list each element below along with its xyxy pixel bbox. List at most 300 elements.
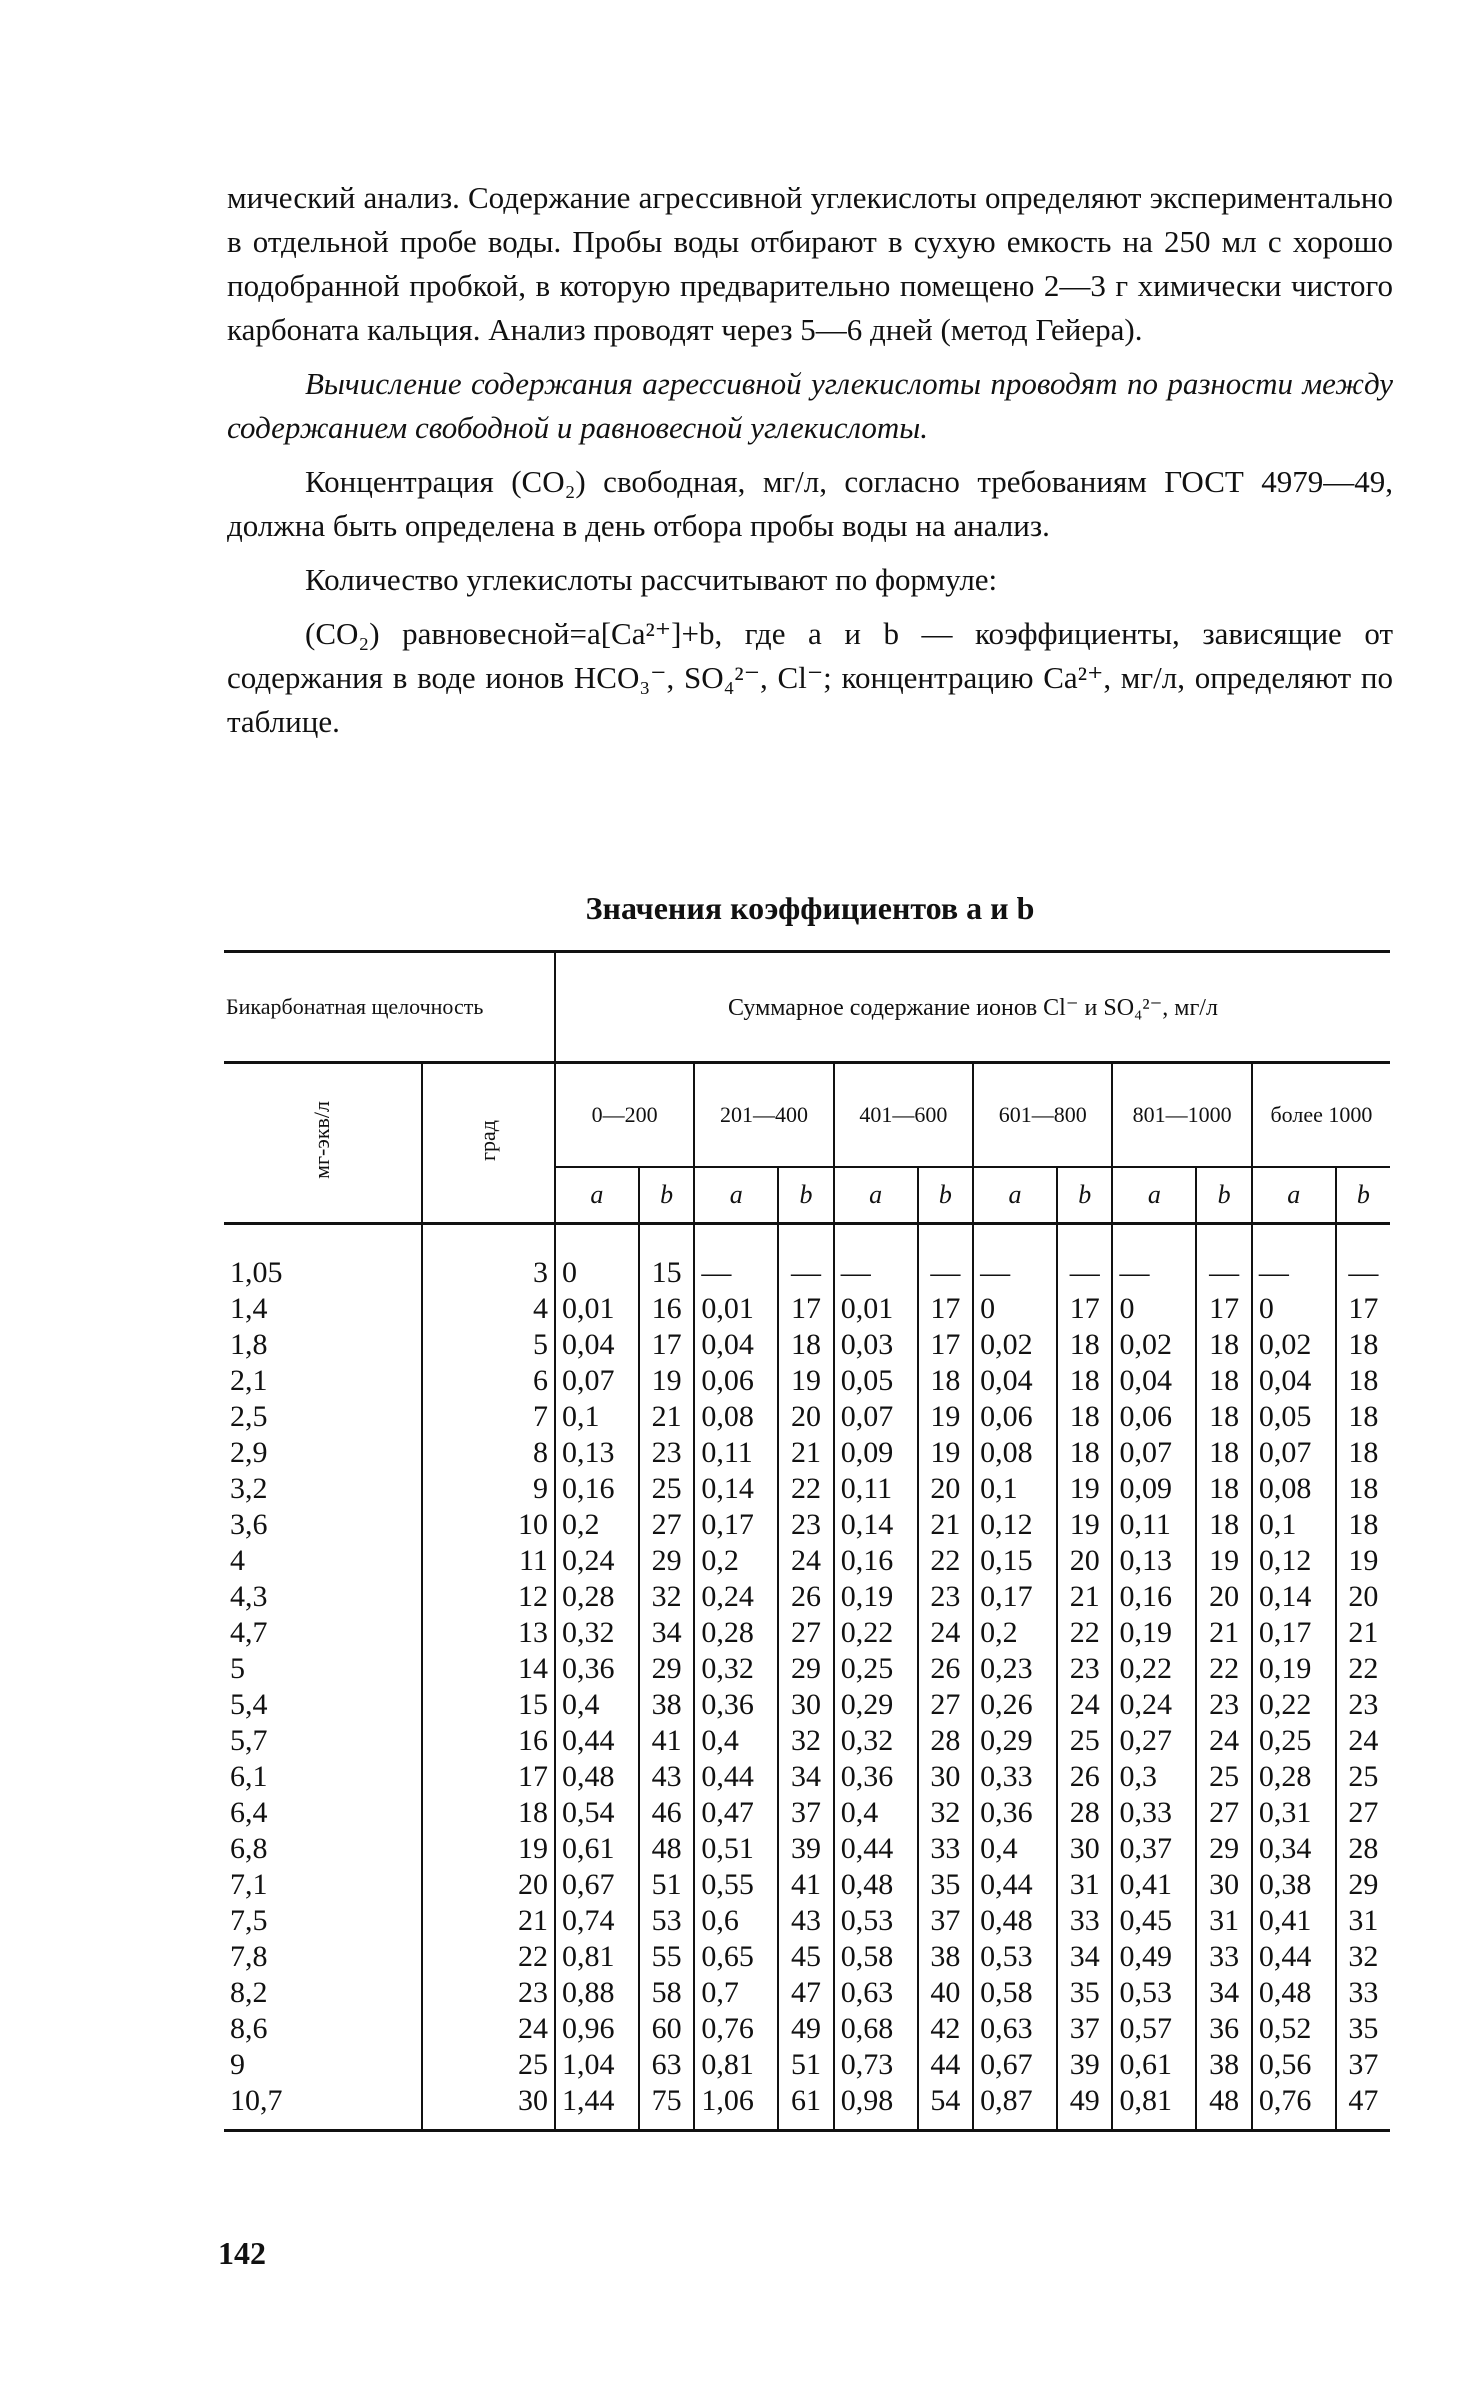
table-cell: 19: [1057, 1471, 1113, 1507]
header-a: a: [1252, 1167, 1336, 1224]
table-cell: 0: [973, 1291, 1057, 1327]
coefficients-table: [224, 950, 1390, 2132]
table-cell: 0,54: [555, 1795, 639, 1831]
table-cell: 0,09: [1112, 1471, 1196, 1507]
table-cell: 0: [555, 1224, 639, 1292]
table-cell: 33: [1057, 1903, 1113, 1939]
table-cell: 38: [639, 1687, 695, 1723]
table-cell: 26: [1057, 1759, 1113, 1795]
table-cell: 4,7: [224, 1615, 422, 1651]
table-cell: 1,06: [694, 2083, 778, 2131]
table-row: [224, 1975, 1390, 2011]
table-cell: 27: [918, 1687, 974, 1723]
table-cell: 0: [1112, 1291, 1196, 1327]
table-cell: 28: [1057, 1795, 1113, 1831]
table-cell: 0,44: [694, 1759, 778, 1795]
header-b: b: [1336, 1167, 1390, 1224]
table-cell: 17: [422, 1759, 555, 1795]
table-cell: 27: [1336, 1795, 1390, 1831]
table-cell: 17: [918, 1327, 974, 1363]
table-cell: 0,1: [555, 1399, 639, 1435]
table-cell: 0,4: [973, 1831, 1057, 1867]
table-cell: 43: [778, 1903, 834, 1939]
table-cell: 0,14: [694, 1471, 778, 1507]
table-cell: 0,13: [1112, 1543, 1196, 1579]
table-cell: 0,07: [1252, 1435, 1336, 1471]
table-cell: 30: [918, 1759, 974, 1795]
table-cell: —: [1196, 1224, 1252, 1292]
table-cell: 26: [918, 1651, 974, 1687]
table-cell: 24: [422, 2011, 555, 2047]
table-cell: 23: [918, 1579, 974, 1615]
table-cell: 25: [422, 2047, 555, 2083]
table-cell: 6,8: [224, 1831, 422, 1867]
table-cell: 19: [1196, 1543, 1252, 1579]
table-cell: 16: [639, 1291, 695, 1327]
header-unit-mg: мг-экв/л: [224, 1063, 422, 1224]
table-cell: 30: [1057, 1831, 1113, 1867]
table-cell: 47: [778, 1975, 834, 2011]
table-cell: 46: [639, 1795, 695, 1831]
table-row: [224, 1939, 1390, 1975]
table-cell: 29: [639, 1543, 695, 1579]
table-cell: 0,36: [694, 1687, 778, 1723]
table-cell: 1,8: [224, 1327, 422, 1363]
table-cell: 0,04: [1112, 1363, 1196, 1399]
table-cell: 0,53: [1112, 1975, 1196, 2011]
table-cell: 21: [778, 1435, 834, 1471]
table-cell: 0,16: [555, 1471, 639, 1507]
table-cell: —: [1057, 1224, 1113, 1292]
table-cell: 18: [1196, 1363, 1252, 1399]
table-cell: 48: [1196, 2083, 1252, 2131]
table-cell: 22: [422, 1939, 555, 1975]
table-cell: 0,29: [834, 1687, 918, 1723]
table-cell: 0,09: [834, 1435, 918, 1471]
table-row: [224, 1687, 1390, 1723]
table-row: [224, 1867, 1390, 1903]
table-cell: 0,67: [555, 1867, 639, 1903]
table-cell: 6,1: [224, 1759, 422, 1795]
table-cell: 22: [918, 1543, 974, 1579]
table-cell: 0,1: [973, 1471, 1057, 1507]
table-cell: 29: [639, 1651, 695, 1687]
table-cell: —: [834, 1224, 918, 1292]
table-cell: 15: [422, 1687, 555, 1723]
table-cell: 18: [1196, 1327, 1252, 1363]
table-cell: 19: [1336, 1543, 1390, 1579]
table-cell: 0,13: [555, 1435, 639, 1471]
table-cell: 4: [422, 1291, 555, 1327]
table-cell: 9: [224, 2047, 422, 2083]
paragraph-4: Количество углекислоты рассчитывают по формуле:: [305, 562, 998, 597]
header-range-5: 801—1000: [1112, 1063, 1251, 1168]
table-cell: 0,36: [973, 1795, 1057, 1831]
table-cell: 41: [639, 1723, 695, 1759]
table-cell: 0,07: [555, 1363, 639, 1399]
table-cell: 4,3: [224, 1579, 422, 1615]
table-cell: 19: [918, 1435, 974, 1471]
table-cell: 0,33: [1112, 1795, 1196, 1831]
table-cell: 31: [1057, 1867, 1113, 1903]
table-cell: 18: [1196, 1507, 1252, 1543]
table-cell: 32: [778, 1723, 834, 1759]
table-cell: 0,3: [1112, 1759, 1196, 1795]
table-cell: 19: [918, 1399, 974, 1435]
table-cell: 32: [918, 1795, 974, 1831]
table-cell: 18: [1336, 1399, 1390, 1435]
table-cell: 32: [639, 1579, 695, 1615]
table-cell: 39: [778, 1831, 834, 1867]
table-cell: 0,11: [834, 1471, 918, 1507]
table-cell: 14: [422, 1651, 555, 1687]
table-cell: 24: [918, 1615, 974, 1651]
table-cell: 34: [1057, 1939, 1113, 1975]
table-cell: 0,24: [555, 1543, 639, 1579]
table-cell: 0,14: [1252, 1579, 1336, 1615]
table-cell: 58: [639, 1975, 695, 2011]
table-cell: 0,19: [1252, 1651, 1336, 1687]
header-a: a: [1112, 1167, 1196, 1224]
table-cell: 21: [422, 1903, 555, 1939]
table-cell: 17: [1336, 1291, 1390, 1327]
table-cell: 0,34: [1252, 1831, 1336, 1867]
table-cell: 0,96: [555, 2011, 639, 2047]
table-cell: 37: [1057, 2011, 1113, 2047]
table-cell: 8,6: [224, 2011, 422, 2047]
header-a: a: [973, 1167, 1057, 1224]
table-cell: 0,38: [1252, 1867, 1336, 1903]
table-cell: 0,06: [694, 1363, 778, 1399]
table-cell: 0,48: [834, 1867, 918, 1903]
table-cell: 21: [1057, 1579, 1113, 1615]
table-cell: 39: [1057, 2047, 1113, 2083]
table-cell: 0,44: [973, 1867, 1057, 1903]
table-cell: 38: [1196, 2047, 1252, 2083]
table-cell: 20: [1336, 1579, 1390, 1615]
table-cell: 32: [1336, 1939, 1390, 1975]
table-cell: 0,24: [694, 1579, 778, 1615]
table-cell: 45: [778, 1939, 834, 1975]
table-cell: 0,02: [1252, 1327, 1336, 1363]
table-cell: 0,76: [1252, 2083, 1336, 2131]
table-cell: 28: [1336, 1831, 1390, 1867]
table-cell: 0,33: [973, 1759, 1057, 1795]
page-number: 142: [218, 2235, 266, 2271]
table-cell: 2,1: [224, 1363, 422, 1399]
table-row: [224, 1399, 1390, 1435]
table-cell: 19: [639, 1363, 695, 1399]
header-range-6: более 1000: [1252, 1063, 1390, 1168]
table-row: [224, 1723, 1390, 1759]
table-cell: 37: [778, 1795, 834, 1831]
table-cell: 24: [1196, 1723, 1252, 1759]
table-row: [224, 1759, 1390, 1795]
table-cell: 0,17: [973, 1579, 1057, 1615]
table-cell: 33: [918, 1831, 974, 1867]
table-cell: 24: [1057, 1687, 1113, 1723]
table-row: [224, 1795, 1390, 1831]
table-cell: —: [1112, 1224, 1196, 1292]
table-cell: 0,58: [973, 1975, 1057, 2011]
table-cell: 17: [778, 1291, 834, 1327]
table-cell: 0,47: [694, 1795, 778, 1831]
table-cell: 0,81: [694, 2047, 778, 2083]
table-cell: 23: [1196, 1687, 1252, 1723]
table-cell: 61: [778, 2083, 834, 2131]
table-cell: 0,27: [1112, 1723, 1196, 1759]
table-cell: 33: [1336, 1975, 1390, 2011]
table-cell: 0,04: [1252, 1363, 1336, 1399]
table-cell: 0,88: [555, 1975, 639, 2011]
table-cell: 44: [918, 2047, 974, 2083]
table-cell: 7,5: [224, 1903, 422, 1939]
table-cell: 3,6: [224, 1507, 422, 1543]
table-row: [224, 1831, 1390, 1867]
table-row: [224, 1327, 1390, 1363]
header-total-ions: Суммарное содержание ионов Cl⁻ и SO₄²⁻, мг/л: [555, 952, 1390, 1063]
table-cell: 0,11: [694, 1435, 778, 1471]
table-cell: 27: [1196, 1795, 1252, 1831]
table-row: [224, 1543, 1390, 1579]
table-cell: 0,22: [1252, 1687, 1336, 1723]
table-cell: 31: [1336, 1903, 1390, 1939]
table-cell: 0,58: [834, 1939, 918, 1975]
table-cell: 0,6: [694, 1903, 778, 1939]
table-cell: 19: [778, 1363, 834, 1399]
table-cell: 34: [639, 1615, 695, 1651]
table-cell: 17: [639, 1327, 695, 1363]
table-cell: 30: [1196, 1867, 1252, 1903]
table-cell: 0,48: [1252, 1975, 1336, 2011]
table-cell: 34: [1196, 1975, 1252, 2011]
table-cell: 0,06: [973, 1399, 1057, 1435]
table-row: [224, 1903, 1390, 1939]
table-cell: 0,03: [834, 1327, 918, 1363]
header-a: a: [694, 1167, 778, 1224]
table-cell: 0,32: [834, 1723, 918, 1759]
table-cell: 0,14: [834, 1507, 918, 1543]
table-cell: 17: [1057, 1291, 1113, 1327]
table-cell: 18: [1336, 1507, 1390, 1543]
table-cell: 25: [1057, 1723, 1113, 1759]
table-cell: 25: [639, 1471, 695, 1507]
table-cell: 0,63: [834, 1975, 918, 2011]
table-cell: 0,63: [973, 2011, 1057, 2047]
table-cell: 0,4: [694, 1723, 778, 1759]
table-cell: 0,49: [1112, 1939, 1196, 1975]
header-range-4: 601—800: [973, 1063, 1112, 1168]
table-cell: 0,53: [834, 1903, 918, 1939]
table-cell: 9: [422, 1471, 555, 1507]
table-cell: 12: [422, 1579, 555, 1615]
table-cell: 4: [224, 1543, 422, 1579]
table-cell: 0,01: [694, 1291, 778, 1327]
table-cell: 18: [1336, 1363, 1390, 1399]
header-b: b: [639, 1167, 695, 1224]
table-cell: —: [1252, 1224, 1336, 1292]
table-cell: 0,65: [694, 1939, 778, 1975]
table-cell: 2,9: [224, 1435, 422, 1471]
table-cell: 47: [1336, 2083, 1390, 2131]
table-cell: 0,24: [1112, 1687, 1196, 1723]
table-cell: 18: [1196, 1399, 1252, 1435]
table-title: Значения коэффициентов a и b: [585, 890, 1035, 926]
header-unit-grad: град: [422, 1063, 555, 1224]
table-cell: 0,08: [694, 1399, 778, 1435]
table-cell: 18: [778, 1327, 834, 1363]
table-cell: 40: [918, 1975, 974, 2011]
table-cell: 21: [1336, 1615, 1390, 1651]
table-cell: 0,01: [555, 1291, 639, 1327]
table-cell: 18: [1196, 1435, 1252, 1471]
table-cell: 0,48: [973, 1903, 1057, 1939]
table-cell: 0,44: [834, 1831, 918, 1867]
table-cell: —: [778, 1224, 834, 1292]
table-cell: 0,23: [973, 1651, 1057, 1687]
table-cell: 6: [422, 1363, 555, 1399]
table-cell: 21: [918, 1507, 974, 1543]
table-cell: 0: [1252, 1291, 1336, 1327]
table-cell: 7,8: [224, 1939, 422, 1975]
table-cell: 5: [224, 1651, 422, 1687]
table-cell: 0,53: [973, 1939, 1057, 1975]
table-cell: 23: [639, 1435, 695, 1471]
table-cell: 43: [639, 1759, 695, 1795]
table-cell: 18: [1336, 1327, 1390, 1363]
table-cell: 0,31: [1252, 1795, 1336, 1831]
table-cell: 5,4: [224, 1687, 422, 1723]
coefficients-table-wrap: [224, 950, 1390, 2132]
table-cell: 0,74: [555, 1903, 639, 1939]
table-cell: 0,16: [834, 1543, 918, 1579]
table-row: [224, 1471, 1390, 1507]
table-cell: 18: [918, 1363, 974, 1399]
table-cell: 23: [422, 1975, 555, 2011]
table-row: [224, 1507, 1390, 1543]
table-cell: 0,17: [1252, 1615, 1336, 1651]
table-cell: 41: [778, 1867, 834, 1903]
header-a: a: [834, 1167, 918, 1224]
table-cell: 18: [422, 1795, 555, 1831]
table-cell: 27: [639, 1507, 695, 1543]
table-cell: 18: [1196, 1471, 1252, 1507]
table-cell: 24: [1336, 1723, 1390, 1759]
table-row: [224, 1363, 1390, 1399]
table-cell: 34: [778, 1759, 834, 1795]
table-cell: 0,19: [1112, 1615, 1196, 1651]
table-cell: 0,16: [1112, 1579, 1196, 1615]
table-cell: 75: [639, 2083, 695, 2131]
table-cell: 36: [1196, 2011, 1252, 2047]
table-cell: 0,07: [1112, 1435, 1196, 1471]
table-cell: 53: [639, 1903, 695, 1939]
table-cell: 0,26: [973, 1687, 1057, 1723]
table-cell: 0,22: [834, 1615, 918, 1651]
table-cell: 24: [778, 1543, 834, 1579]
table-cell: 0,67: [973, 2047, 1057, 2083]
table-cell: 0,87: [973, 2083, 1057, 2131]
table-cell: 35: [1057, 1975, 1113, 2011]
table-cell: 0,28: [1252, 1759, 1336, 1795]
table-cell: 18: [1057, 1399, 1113, 1435]
table-cell: 0,45: [1112, 1903, 1196, 1939]
table-cell: —: [918, 1224, 974, 1292]
table-cell: 18: [1336, 1471, 1390, 1507]
table-cell: 23: [778, 1507, 834, 1543]
body-text: [227, 176, 1393, 754]
table-cell: —: [973, 1224, 1057, 1292]
table-cell: 30: [422, 2083, 555, 2131]
table-cell: 3: [422, 1224, 555, 1292]
table-cell: 0,1: [1252, 1507, 1336, 1543]
table-cell: 20: [1196, 1579, 1252, 1615]
table-cell: 20: [1057, 1543, 1113, 1579]
table-cell: 7: [422, 1399, 555, 1435]
table-cell: 10,7: [224, 2083, 422, 2131]
table-cell: 0,36: [555, 1651, 639, 1687]
table-cell: 16: [422, 1723, 555, 1759]
table-cell: 0,32: [555, 1615, 639, 1651]
table-cell: 49: [1057, 2083, 1113, 2131]
table-body: [224, 1224, 1390, 2131]
table-cell: 0,04: [973, 1363, 1057, 1399]
header-bicarbonate: Бикарбонатная щелочность: [224, 952, 555, 1063]
table-cell: 0,25: [834, 1651, 918, 1687]
table-cell: 0,12: [973, 1507, 1057, 1543]
table-cell: 0,52: [1252, 2011, 1336, 2047]
table-cell: 42: [918, 2011, 974, 2047]
table-cell: 0,08: [1252, 1471, 1336, 1507]
table-cell: 0,68: [834, 2011, 918, 2047]
table-cell: 5,7: [224, 1723, 422, 1759]
table-cell: 0,55: [694, 1867, 778, 1903]
table-row: [224, 1224, 1390, 1292]
table-cell: 35: [1336, 2011, 1390, 2047]
table-cell: 18: [1057, 1435, 1113, 1471]
table-cell: 0,37: [1112, 1831, 1196, 1867]
table-cell: 0,11: [1112, 1507, 1196, 1543]
table-cell: 19: [422, 1831, 555, 1867]
table-cell: 0,4: [555, 1687, 639, 1723]
table-cell: 1,44: [555, 2083, 639, 2131]
table-cell: 0,02: [1112, 1327, 1196, 1363]
table-cell: 0,12: [1252, 1543, 1336, 1579]
table-cell: 10: [422, 1507, 555, 1543]
table-cell: 0,15: [973, 1543, 1057, 1579]
table-cell: 0,7: [694, 1975, 778, 2011]
table-row: [224, 1651, 1390, 1687]
header-range-3: 401—600: [834, 1063, 973, 1168]
table-cell: 6,4: [224, 1795, 422, 1831]
table-cell: 29: [1196, 1831, 1252, 1867]
table-cell: 37: [1336, 2047, 1390, 2083]
header-range-1: 0—200: [555, 1063, 694, 1168]
table-cell: 29: [778, 1651, 834, 1687]
table-cell: 18: [1057, 1363, 1113, 1399]
table-cell: 37: [918, 1903, 974, 1939]
table-cell: 21: [639, 1399, 695, 1435]
table-cell: 25: [1196, 1759, 1252, 1795]
table-cell: 35: [918, 1867, 974, 1903]
table-cell: 0,48: [555, 1759, 639, 1795]
table-cell: 0,51: [694, 1831, 778, 1867]
table-cell: 21: [1196, 1615, 1252, 1651]
table-cell: 0,06: [1112, 1399, 1196, 1435]
paragraph-5: (CO₂) равновесной=a[Ca²⁺]+b, где a и b — коэффициенты, зависящие от содержания в воде ионов HCO₃⁻, SO₄²⁻, Cl⁻; концентрацию Ca²⁺, мг/л, определяют по таблице.: [227, 616, 1393, 739]
table-cell: 1,4: [224, 1291, 422, 1327]
table-row: [224, 2083, 1390, 2131]
